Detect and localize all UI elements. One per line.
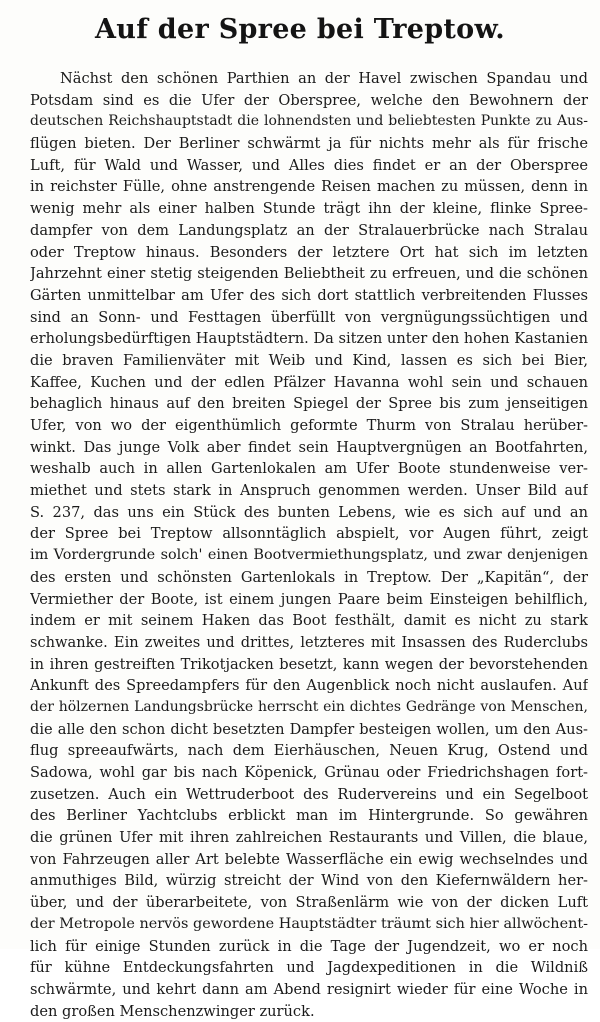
text-line: wenig mehr als einer halben Stunde trägt ihn der kleine, flinke Spree-	[30, 200, 588, 218]
text-line: S. 237, das uns ein Stück des bunten Lebens, wie es sich auf und an	[30, 503, 588, 521]
text-line: für kühne Entdeckungsfahrten und Jagdexpeditionen in die Wildniß	[30, 959, 588, 977]
text-line: weshalb auch in allen Gartenlokalen am Ufer Boote stundenweise ver-	[30, 460, 588, 478]
text-line: erholungsbedürftigen Hauptstädtern. Da sitzen unter den hohen Kastanien	[30, 330, 588, 348]
text-line: Gärten unmittelbar am Ufer des sich dort stattlich verbreitenden Flusses	[30, 286, 588, 304]
text-line: die alle den schon dicht besetzten Dampfer besteigen wollen, um den Aus-	[30, 720, 588, 738]
text-line: Ankunft des Spreedampfers für den Augenblick noch nicht auslaufen. Auf	[30, 677, 588, 695]
text-line: sind an Sonn- und Festtagen überfüllt von vergnügungssüchtigen und	[30, 308, 588, 326]
text-line: in ihren gestreiften Trikotjacken besetzt, kann wegen der bevorstehenden	[30, 655, 588, 673]
text-line: anmuthiges Bild, würzig streicht der Wind von den Kiefernwäldern her-	[30, 872, 588, 890]
text-line: den großen Menschenzwinger zurück.	[30, 1002, 315, 1020]
text-line: des Berliner Yachtclubs erblickt man im Hintergrunde. So gewähren	[30, 807, 588, 825]
text-line: des ersten und schönsten Gartenlokals in Treptow. Der „Kapitän“, der	[30, 568, 588, 586]
text-line: Nächst den schönen Parthien an der Havel zwischen Spandau und	[60, 70, 588, 87]
text-line: Vermiether der Boote, ist einem jungen Paare beim Einsteigen behilflich,	[30, 590, 588, 608]
text-line: flügen bieten. Der Berliner schwärmt ja für nichts mehr als für frische	[30, 135, 588, 153]
text-line: behaglich hinaus auf den breiten Spiegel der Spree bis zum jenseitigen	[30, 395, 588, 413]
text-line: miethet und stets stark in Anspruch genommen werden. Unser Bild auf	[30, 482, 588, 500]
text-line: winkt. Das junge Volk aber findet sein Hauptvergnügen an Bootfahrten,	[30, 438, 588, 456]
text-line: Kaffee, Kuchen und der edlen Pfälzer Havanna wohl sein und schauen	[30, 373, 588, 391]
text-line: der hölzernen Landungsbrücke herrscht ein dichtes Gedränge von Menschen,	[30, 698, 588, 715]
text-line: schwärmte, und kehrt dann am Abend resignirt wieder für eine Woche in	[30, 980, 588, 998]
text-line: oder Treptow hinaus. Besonders der letztere Ort hat sich im letzten	[30, 243, 588, 261]
text-line: schwanke. Ein zweites und drittes, letzteres mit Insassen des Ruderclubs	[30, 633, 588, 651]
text-line: deutschen Reichshauptstadt die lohnendsten und beliebtesten Punkte zu Aus-	[30, 113, 588, 130]
text-line: lich für einige Stunden zurück in die Tage der Jugendzeit, wo er noch	[30, 937, 588, 955]
text-line: im Vordergrunde solch' einen Bootvermiethungsplatz, und zwar denjenigen	[30, 547, 588, 564]
text-line: der Spree bei Treptow allsonntäglich abspielt, vor Augen führt, zeigt	[30, 525, 588, 543]
text-line: Jahrzehnt einer stetig steigenden Beliebtheit zu erfreuen, und die schönen	[30, 265, 588, 283]
text-line: flug spreeaufwärts, nach dem Eierhäuschen, Neuen Krug, Ostend und	[30, 742, 588, 760]
text-line: Ufer, von wo der eigenthümlich geformte Thurm von Stralau herüber-	[30, 417, 588, 434]
text-line: dampfer von dem Landungsplatz an der Stralauerbrücke nach Stralau	[30, 221, 588, 239]
article-title: Auf der Spree bei Treptow.	[95, 14, 505, 45]
text-line: der Metropole nervös gewordene Hauptstädter träumt sich hier allwöchent-	[30, 915, 588, 932]
text-line: zusetzen. Auch ein Wettruderboot des Rudervereins und ein Segelboot	[30, 785, 588, 803]
text-line: Luft, für Wald und Wasser, und Alles dies findet er an der Oberspree	[30, 156, 588, 174]
text-line: in reichster Fülle, ohne anstrengende Reisen machen zu müssen, denn in	[30, 178, 588, 196]
text-line: über, und der überarbeitete, von Straßenlärm wie von der dicken Luft	[30, 894, 588, 912]
text-line: indem er mit seinem Haken das Boot festhält, damit es nicht zu stark	[30, 612, 588, 630]
text-line: Potsdam sind es die Ufer der Oberspree, welche den Bewohnern der	[30, 91, 588, 109]
text-line: Sadowa, wohl gar bis nach Köpenick, Grünau oder Friedrichshagen fort-	[30, 764, 588, 781]
article-body	[30, 68, 588, 1022]
text-line: von Fahrzeugen aller Art belebte Wasserfläche ein ewig wechselndes und	[30, 850, 588, 868]
text-line: die braven Familienväter mit Weib und Kind, lassen es sich bei Bier,	[30, 351, 588, 369]
text-line: die grünen Ufer mit ihren zahlreichen Restaurants und Villen, die blaue,	[30, 829, 588, 847]
